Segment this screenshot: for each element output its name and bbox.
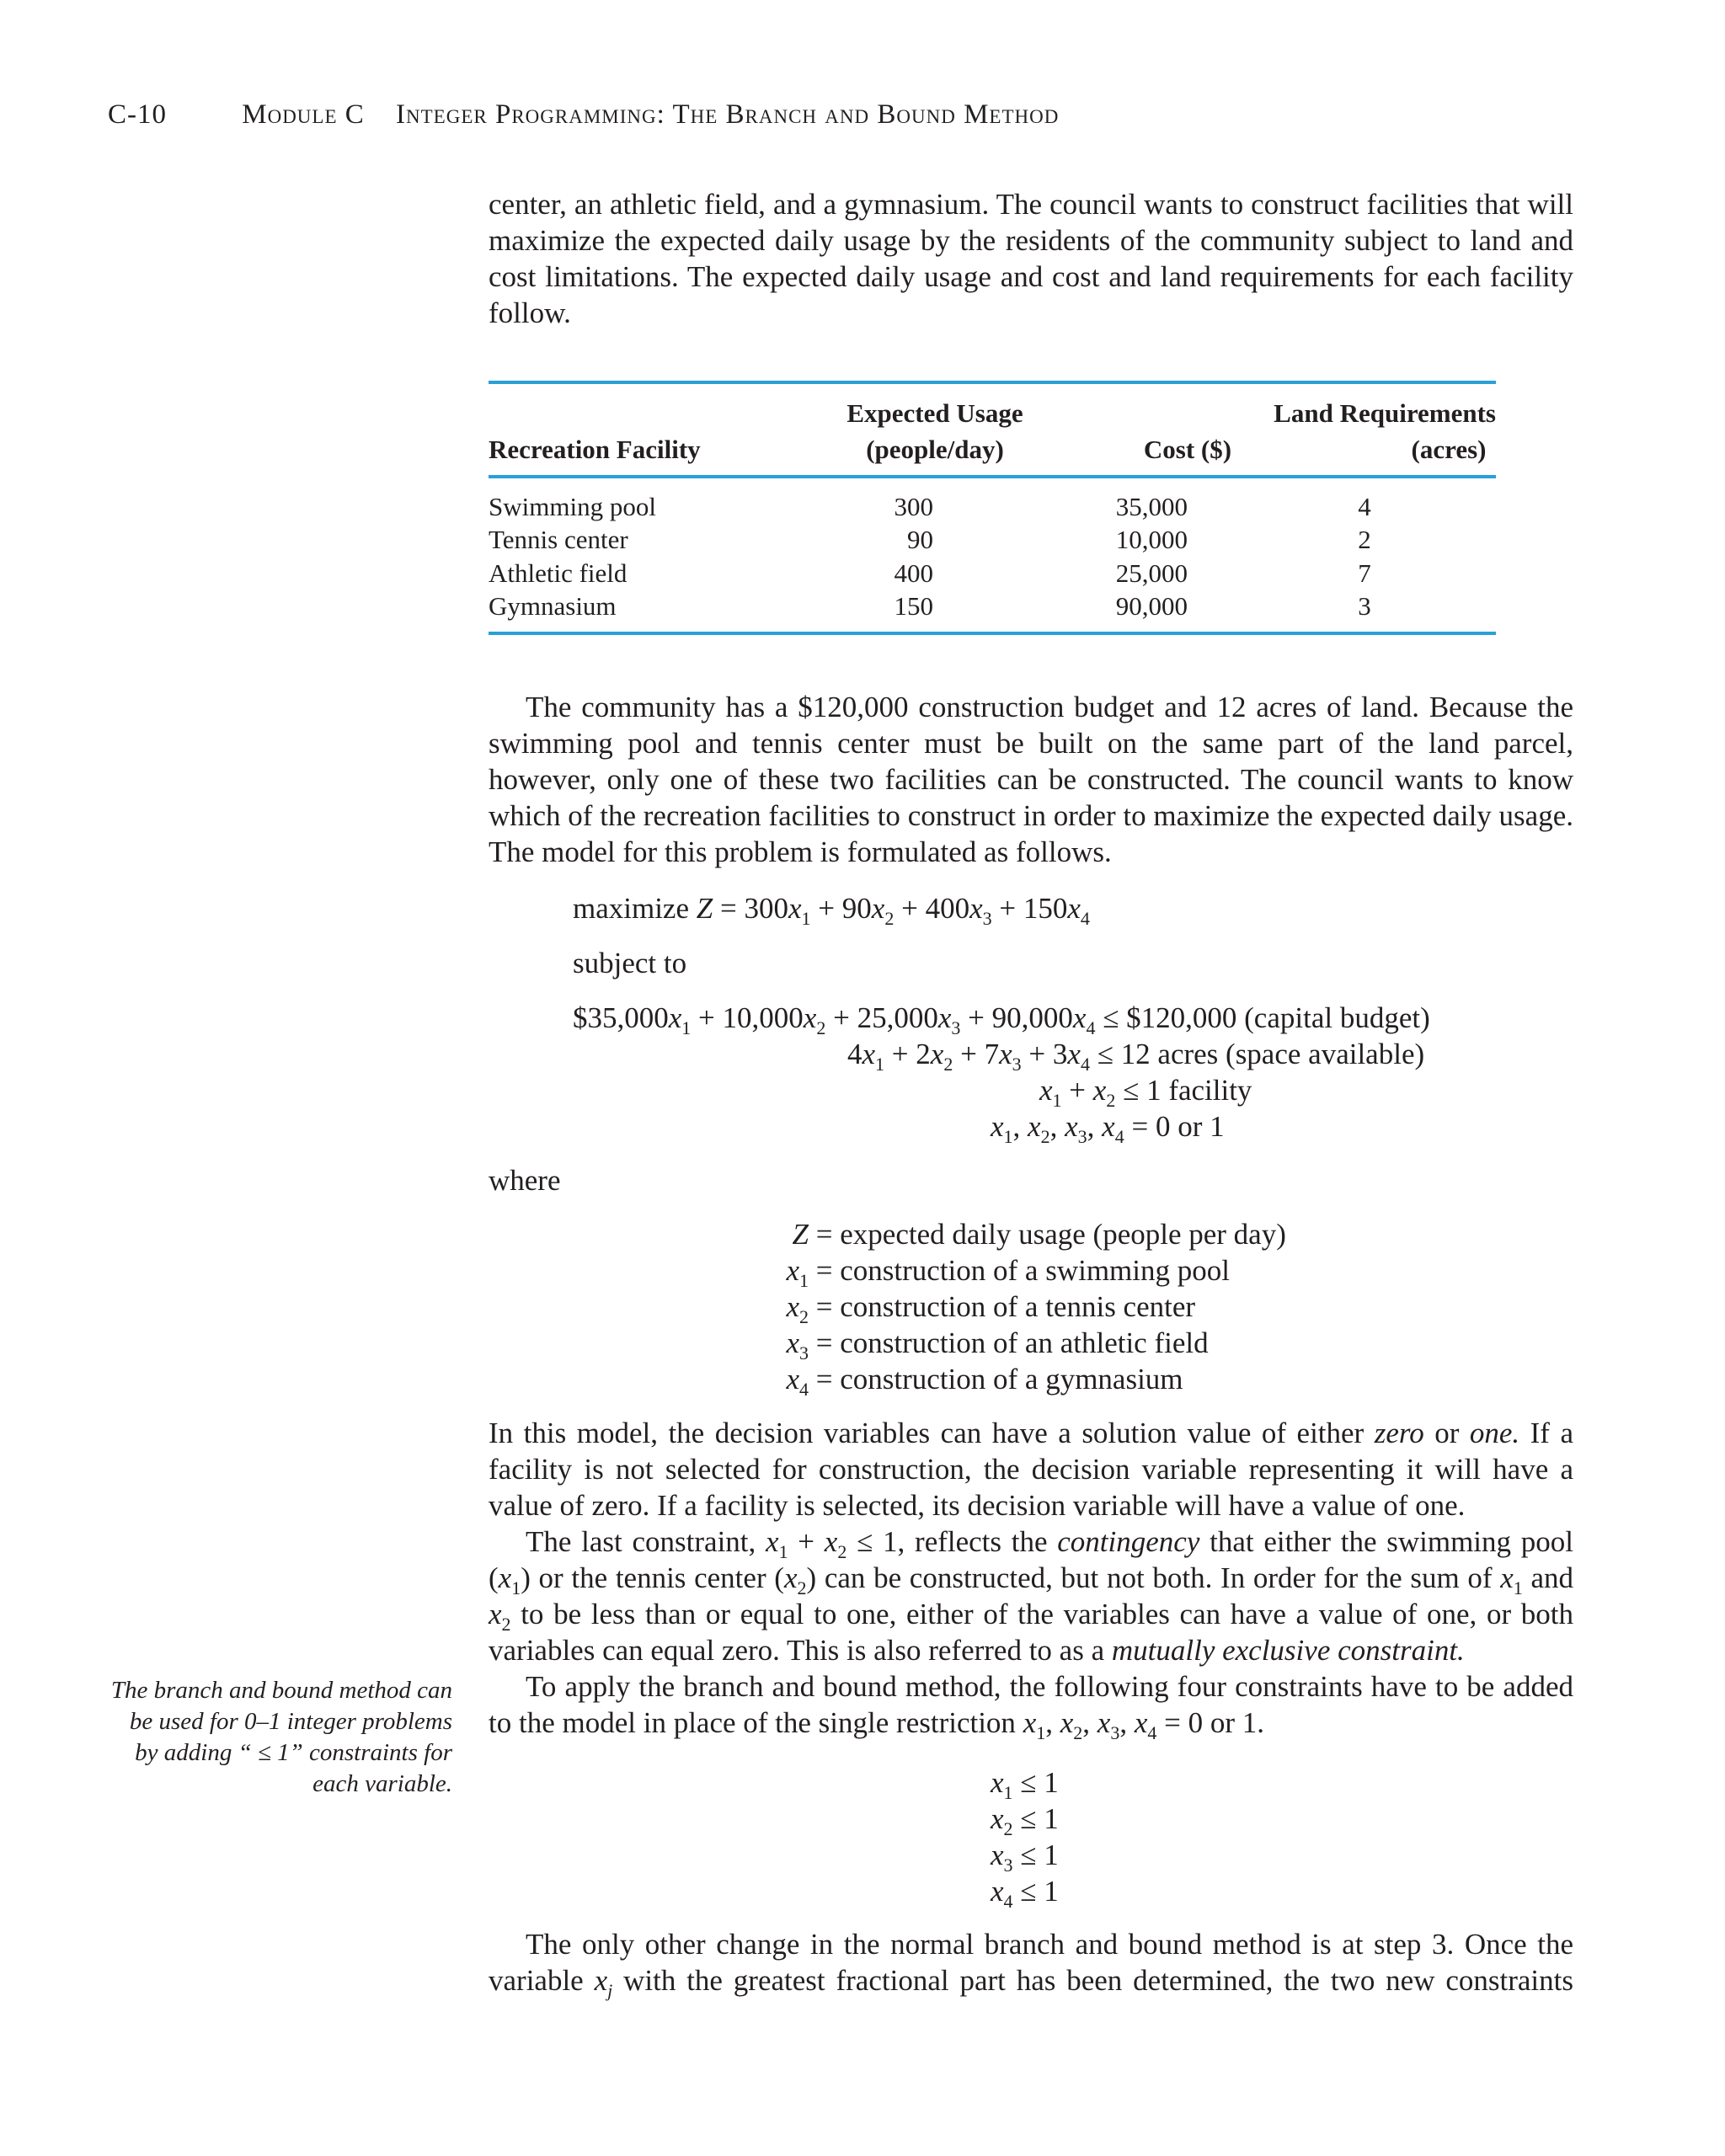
header-land-line2: (acres) (1411, 435, 1487, 464)
cell-facility: Tennis center (489, 525, 628, 554)
chapter-title: Integer Programming: The Branch and Bound Method (396, 99, 1060, 130)
paragraph-contingency: The last constraint, $x_1 + x_2 \le 1$, reflects the contingency that either the swimming pool $(x_1)$ or the tennis center $(x_2)$ can be constructed, but not both. In order for the sum of $x_1$ and $x_2$ to be less than or equal to one, either of the variables can have a value of one, or both variables can equal zero. This is also referred to as a mutually exclusive constraint. (489, 1525, 1573, 1667)
header-usage-line1: Expected Usage (846, 398, 1023, 428)
objective-function: maximize $Z = 300x_1 + 90x_2 + 400x_3 + 150x_4$ (573, 892, 1090, 929)
header-usage-line2: (people/day) (866, 435, 1004, 464)
intro-paragraph: center, an athletic field, and a gymnasium. The council wants to construct facilities that will maximize the expected daily usage by the residents of the community subject to land and cost limitations. The expected daily usage and cost and land requirements for each facility follow. (489, 188, 1573, 329)
page-number: C-10 (108, 99, 167, 130)
constraint-space: $4x_1 + 2x_2 + 7x_3 + 3x_4 \le 12$ acres (space available) (847, 1038, 1425, 1075)
subject-to-label: subject to (573, 947, 687, 979)
paragraph-budget: The community has a $120,000 construction budget and 12 acres of land. Because the swimming pool and tennis center must be built on the same part of the land parcel, however, only one of these two facilities can be constructed. The council wants to know which of the recreation facilities to construct in order to maximize the expected daily usage. The model for this problem is formulated as follows. (489, 691, 1573, 868)
definition-x2: $x_2$ = construction of a tennis center (786, 1290, 1196, 1327)
bound-x2: $x_2 \le 1$ (991, 1802, 1059, 1839)
constraint-binary: $x_1$, $x_2$, $x_3$, $x_4 = 0$ or 1 (991, 1110, 1225, 1147)
cell-cost: 90,000 (1115, 591, 1188, 621)
cell-usage: 90 (907, 525, 933, 554)
table-header (489, 384, 1496, 475)
definition-z: Z = expected daily usage (people per day) (792, 1218, 1286, 1251)
cell-cost: 10,000 (1115, 525, 1188, 554)
module-label: Module C (242, 99, 365, 130)
where-label: where (489, 1164, 561, 1197)
cell-cost: 25,000 (1115, 558, 1188, 588)
header-land-line1: Land Requirements (1274, 398, 1496, 428)
bound-x1: $x_1 \le 1$ (991, 1766, 1059, 1803)
cell-land: 4 (1358, 492, 1371, 521)
table-body (489, 478, 1496, 632)
bound-x3: $x_3 \le 1$ (991, 1838, 1059, 1876)
cell-land: 7 (1358, 558, 1371, 588)
cell-land: 3 (1358, 591, 1371, 621)
cell-usage: 150 (894, 591, 933, 621)
paragraph-apply-method: To apply the branch and bound method, the following four constraints have to be added to the model in place of the single restriction $x_1$, $x_2$, $x_3$, $x_4 = 0$ or 1. (489, 1670, 1573, 1743)
constraint-budget: $\$35,000x_1 + 10,000x_2 + 25,000x_3 + 90,000x_4$ ≤ $120,000 (capital budget) (573, 1001, 1430, 1038)
cell-usage: 400 (894, 558, 933, 588)
bound-x4: $x_4 \le 1$ (991, 1875, 1059, 1912)
constraint-facility: $x_1 + x_2 \le 1$ facility (1039, 1074, 1252, 1111)
cell-facility: Athletic field (489, 558, 628, 588)
paragraph-step-three: The only other change in the normal branch and bound method is at step 3. Once the variable $x_j$ with the greatest fractional part has been determined, the two new constraints (489, 1928, 1573, 2001)
cell-usage: 300 (894, 492, 933, 521)
header-facility: Recreation Facility (489, 435, 701, 464)
margin-note: The branch and bound method can be used for 0–1 integer problems by adding “ ≤ 1” constraints for each variable. (110, 1677, 452, 1797)
cell-cost: 35,000 (1115, 492, 1188, 521)
running-header (108, 99, 1059, 131)
paragraph-decision-variables: In this model, the decision variables can have a solution value of either zero or one. If a facility is not selected for construction, the decision variable representing it will have a value of zero. If a facility is selected, its decision variable will have a value of one. The last constraint, $x_1 + x_2 \le 1$, reflects the contingency that either the swimming pool $(x_1)$ or the tennis center $(x_2)$ can be constructed, but not both. In order for the sum of $x_1$ and $x_2$ to be less than or equal to one, either of the variables can have a value of one, or both variables can equal zero. This is also referred to as a mutually exclusive constraint. To apply the branch and bound method, the following four constraints have to be added to the model in place of the single restriction $x_1$, $x_2$, $x_3$, $x_4 = 0$ or 1. (489, 1417, 1573, 1743)
table-bottom-rule (489, 632, 1496, 635)
header-cost: Cost ($) (1143, 435, 1232, 464)
facility-table (489, 381, 1496, 635)
definition-x4: $x_4$ = construction of a gymnasium (786, 1363, 1183, 1400)
cell-land: 2 (1358, 525, 1371, 554)
definition-x3: $x_3$ = construction of an athletic field (786, 1326, 1209, 1364)
cell-facility: Swimming pool (489, 492, 656, 521)
cell-facility: Gymnasium (489, 591, 617, 621)
definition-x1: $x_1$ = construction of a swimming pool (786, 1254, 1230, 1291)
